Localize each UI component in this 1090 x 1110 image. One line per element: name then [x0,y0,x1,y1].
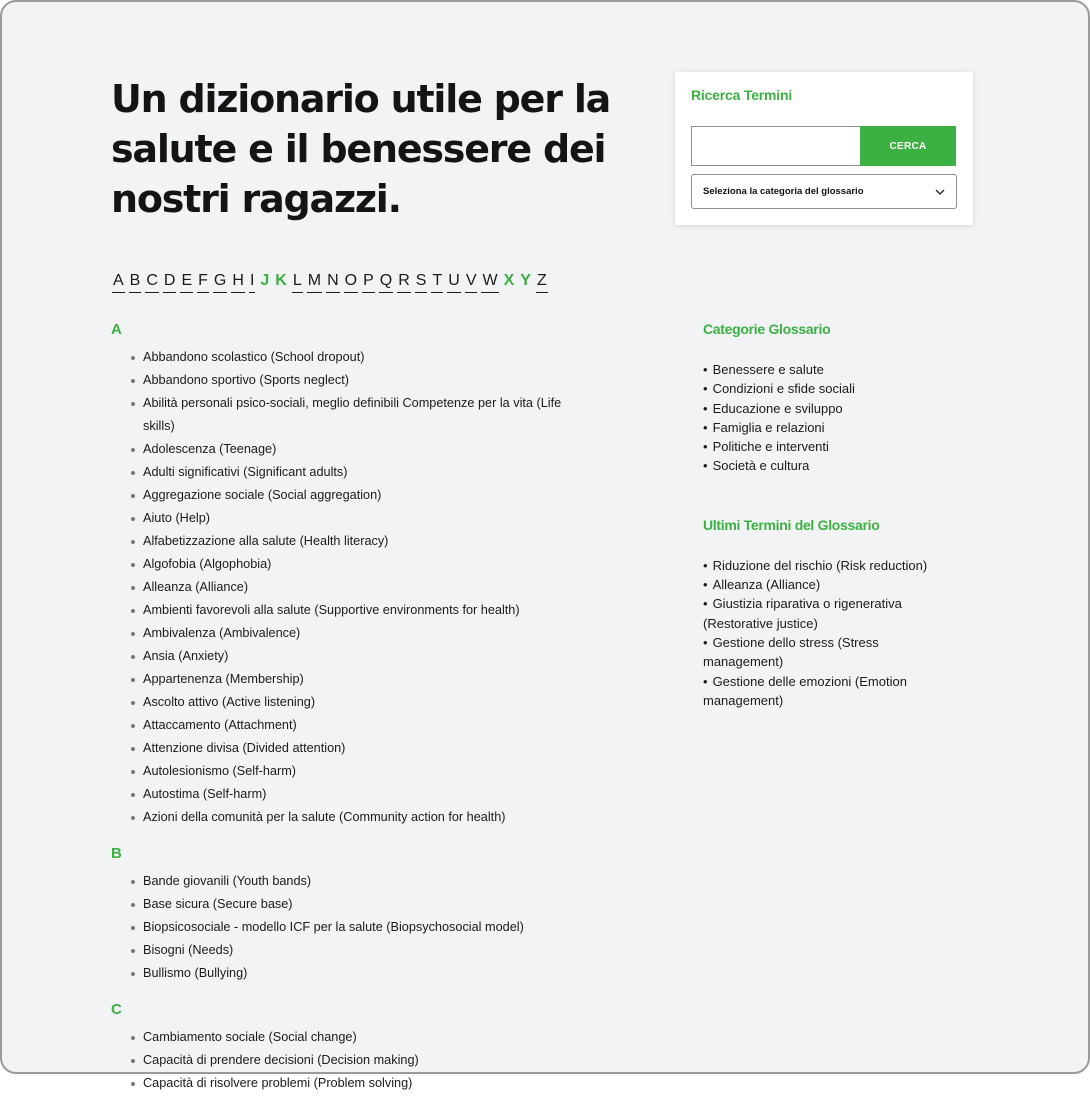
bullet-icon: • [703,577,708,593]
alphabet-letter-a[interactable]: A [112,270,125,293]
latest-terms-title: Ultimi Termini del Glossario [703,516,880,533]
term-link[interactable]: Biopsicosociale - modello ICF per la salute (Biopsychosocial model) [131,916,571,939]
bullet-icon: • [703,439,708,455]
alphabet-letter-e[interactable]: E [180,270,193,293]
term-link[interactable]: Cambiamento sociale (Social change) [131,1026,571,1049]
bullet-icon: • [703,419,708,435]
term-link[interactable]: Abbandono sportivo (Sports neglect) [131,369,571,392]
alphabet-letter-d[interactable]: D [163,270,177,293]
term-link[interactable]: Algofobia (Algophobia) [131,553,571,576]
category-link-label: Famiglia e relazioni [712,419,825,435]
term-link[interactable]: Ambienti favorevoli alla salute (Supportive environments for health) [131,599,571,622]
category-link-label: Società e cultura [712,458,810,474]
alphabet-letter-u[interactable]: U [447,270,461,293]
bullet-icon: • [703,634,708,650]
category-select[interactable] [691,174,957,209]
search-widget-title: Ricerca Termini [691,87,793,103]
latest-term-link[interactable] [703,556,953,575]
latest-term-link[interactable] [703,672,953,711]
term-link[interactable]: Autolesionismo (Self-harm) [131,760,571,783]
alphabet-letter-p[interactable]: P [362,270,375,293]
term-link[interactable]: Bullismo (Bullying) [131,962,571,985]
term-link[interactable]: Attenzione divisa (Divided attention) [131,737,571,760]
term-link[interactable]: Azioni della comunità per la salute (Community action for health) [131,806,571,829]
alphabet-letter-h[interactable]: H [231,270,245,293]
search-input[interactable] [691,126,861,166]
section-letter-a: A [111,321,122,338]
term-list [111,346,571,829]
term-link[interactable]: Bisogni (Needs) [131,939,571,962]
latest-term-link-label: Gestione dello stress (Stress management) [703,634,879,670]
alphabet-letter-o[interactable]: O [344,270,358,293]
categories-list [703,360,953,476]
latest-term-link-label: Gestione delle emozioni (Emotion management) [703,673,907,708]
alphabet-letter-i[interactable]: I [249,270,255,293]
categories-title: Categorie Glossario [703,321,831,337]
latest-term-link[interactable] [703,594,953,633]
latest-term-link[interactable] [703,575,953,594]
alphabet-letter-k[interactable]: K [275,272,287,289]
latest-term-link-label: Riduzione del rischio (Risk reduction) [712,557,928,573]
bullet-icon: • [703,400,708,416]
category-select-value: Seleziona la categoria del glossario [703,186,864,197]
category-link[interactable] [703,360,953,379]
alphabet-letter-l[interactable]: L [292,270,303,293]
term-link[interactable]: Aggregazione sociale (Social aggregation) [131,484,571,507]
bullet-icon: • [703,596,708,612]
bullet-icon: • [703,381,708,397]
latest-term-link[interactable] [703,633,953,672]
alphabet-letter-x[interactable]: X [503,272,515,289]
term-link[interactable]: Adulti significativi (Significant adults) [131,461,571,484]
section-letter-c: C [111,1001,122,1018]
chevron-down-icon [935,187,945,197]
alphabet-letter-t[interactable]: T [431,270,443,293]
alphabet-letter-n[interactable]: N [326,270,340,293]
category-link[interactable] [703,399,953,418]
category-link-label: Educazione e sviluppo [712,400,843,416]
category-link[interactable] [703,437,953,456]
category-link[interactable] [703,379,953,398]
page-title: Un dizionario utile per la salute e il benessere dei nostri ragazzi. [111,77,611,221]
alphabet-letter-b[interactable]: B [129,270,142,293]
bullet-icon: • [703,557,708,573]
alphabet-letter-s[interactable]: S [415,270,428,293]
alphabet-letter-v[interactable]: V [465,270,478,293]
alphabet-letter-r[interactable]: R [397,270,411,293]
term-link[interactable]: Abilità personali psico-sociali, meglio definibili Competenze per la vita (Life skills) [131,392,571,438]
glossary-list [111,320,571,1110]
category-link-label: Condizioni e sfide sociali [712,381,855,397]
search-button[interactable]: CERCA [860,126,956,166]
term-link[interactable]: Ansia (Anxiety) [131,645,571,668]
bullet-icon: • [703,673,708,689]
term-list [111,870,571,985]
latest-term-link-label: Alleanza (Alliance) [712,577,821,593]
term-link[interactable]: Alleanza (Alliance) [131,576,571,599]
category-link[interactable] [703,418,953,437]
search-widget [675,72,973,225]
term-link[interactable]: Ascolto attivo (Active listening) [131,691,571,714]
term-link[interactable]: Appartenenza (Membership) [131,668,571,691]
category-link-label: Politiche e interventi [712,439,829,455]
term-link[interactable]: Capacità di prendere decisioni (Decision making) [131,1049,571,1072]
term-link[interactable]: Aiuto (Help) [131,507,571,530]
alphabet-letter-w[interactable]: W [481,270,498,293]
category-link-label: Benessere e salute [712,362,824,377]
term-link[interactable]: Bande giovanili (Youth bands) [131,870,571,893]
alphabet-letter-q[interactable]: Q [379,270,393,293]
alphabet-letter-z[interactable]: Z [536,270,548,293]
term-link[interactable]: Alfabetizzazione alla salute (Health literacy) [131,530,571,553]
term-link[interactable]: Autostima (Self-harm) [131,783,571,806]
term-link[interactable]: Ambivalenza (Ambivalence) [131,622,571,645]
alphabet-letter-c[interactable]: C [145,270,159,293]
alphabet-letter-y[interactable]: Y [520,272,531,289]
alphabet-letter-j[interactable]: J [260,272,270,289]
alphabet-letter-f[interactable]: F [197,270,209,293]
alphabet-letter-g[interactable]: G [213,270,227,293]
latest-terms-list [703,556,953,710]
alphabet-letter-m[interactable]: M [307,270,322,293]
term-link[interactable]: Capacità di risolvere problemi (Problem solving) [131,1072,571,1095]
term-link[interactable]: Base sicura (Secure base) [131,893,571,916]
term-list [111,1026,571,1095]
sidebar [703,320,953,750]
bullet-icon: • [703,458,708,474]
category-link[interactable] [703,456,953,475]
bullet-icon: • [703,362,708,377]
latest-term-link-label: Giustizia riparativa o rigenerativa (Restorative justice) [703,596,902,631]
term-link[interactable]: Attaccamento (Attachment) [131,714,571,737]
term-link[interactable]: Abbandono scolastico (School dropout) [131,346,571,369]
alphabet-nav [112,270,548,293]
section-letter-b: B [111,845,122,862]
term-link[interactable]: Adolescenza (Teenage) [131,438,571,461]
